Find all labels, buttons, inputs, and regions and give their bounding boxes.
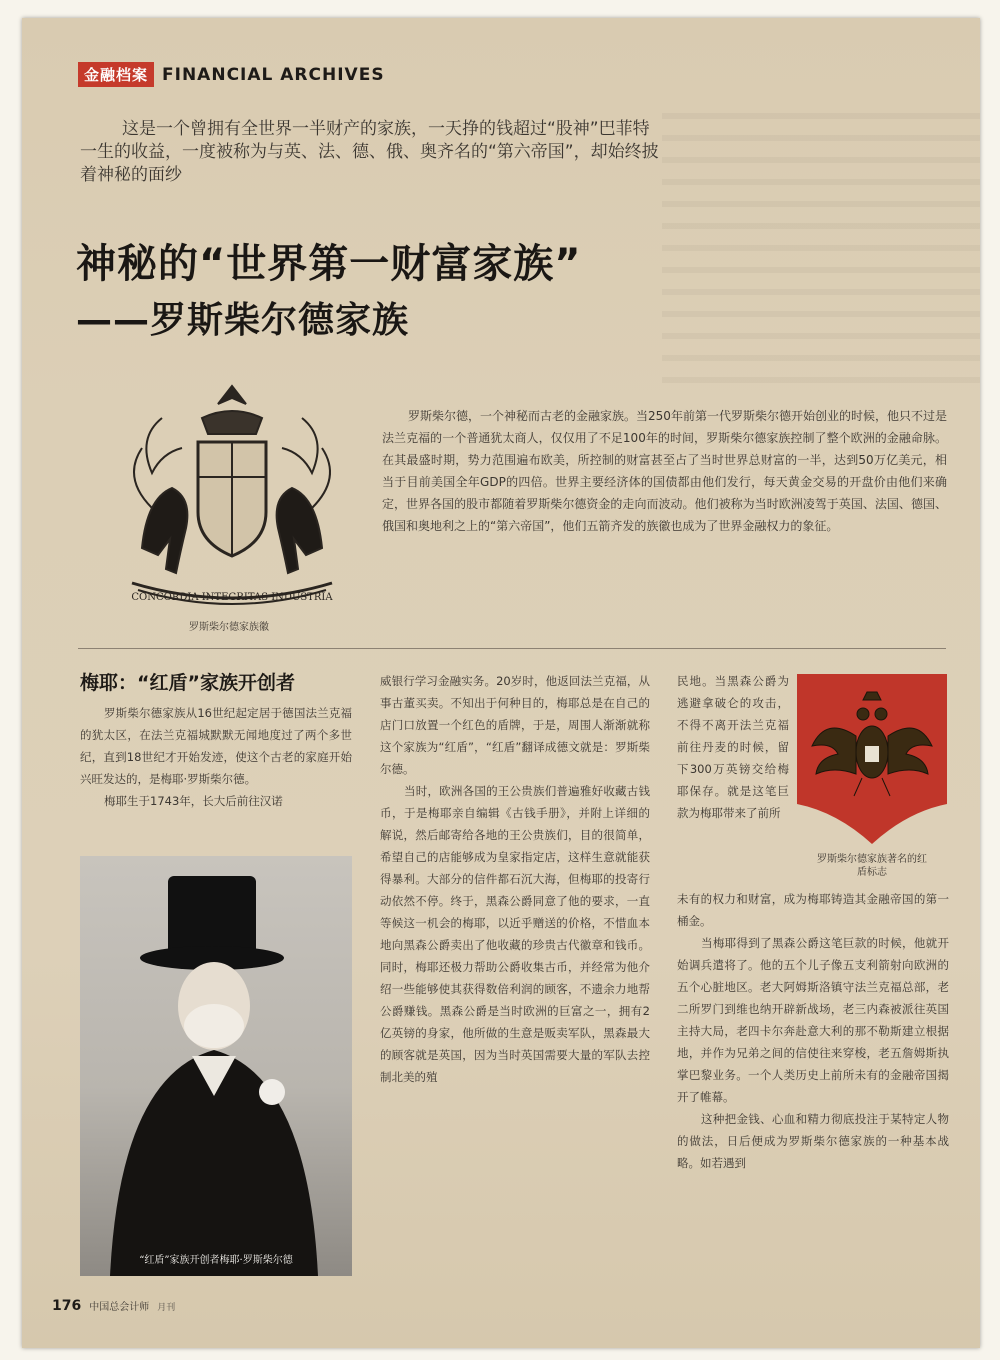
article-heading: 梅耶：“红盾”家族开创者 (80, 672, 295, 694)
paragraph: 当时，欧洲各国的王公贵族们普遍雅好收藏古钱币，于是梅耶亲自编辑《古钱手册》，并附上详细的解说，然后邮寄给各地的王公贵族们，目的很简单，希望自己的店能够成为皇家指定店，这样生意就能获得暴利。大部分的信件都石沉大海，但梅耶的投寄行动依然不停。终于，黑森公爵同意了他的要求，一直等候这一机会的梅耶，以近乎赠送的价格，不惜血本地向黑森公爵卖出了他收藏的珍贵古代徽章和钱币。同时，梅耶还极力帮助公爵收集古币，并经常为他介绍一些能够使其获得数倍利润的顾客，不遗余力地帮公爵赚钱。黑森公爵是当时欧洲的巨富之一，拥有2亿英镑的身家，他所做的生意是贩卖军队，黑森最大的顾客就是英国，因为当时英国需要大量的军队去控制北美的殖 (380, 784, 650, 1084)
page-footer (52, 1298, 175, 1314)
paragraph: 梅耶生于1743年，长大后前往汉诺 (104, 794, 283, 808)
page-number: 176 (52, 1298, 82, 1314)
portrait-figure-icon (80, 856, 352, 1276)
column-1 (80, 670, 352, 812)
family-crest-image (102, 378, 362, 618)
magazine-name: 中国总会计师 (89, 1302, 150, 1313)
lion-icon (142, 488, 187, 573)
section-tag (78, 62, 385, 87)
paragraph: 罗斯柴尔德家族从16世纪起定居于德国法兰克福的犹太区，在法兰克福城默默无闻地度过了两个多世纪，直到18世纪才开始发迹，使这个古老的家庭开始兴旺发达的，是梅耶·罗斯柴尔德。 (80, 706, 352, 786)
red-shield-image (797, 674, 947, 844)
magazine-issue: 月刊 (157, 1303, 176, 1313)
lead-paragraph: 罗斯柴尔德，一个神秘而古老的金融家族。当250年前第一代罗斯柴尔德开始创业的时候，他只不过是法兰克福的一个普通犹太商人，仅仅用了不足100年的时间，罗斯柴尔德家族控制了整个欧洲的金融命脉。在其最盛时期，势力范围遍布欧美，所控制的财富甚至占了当时世界总财富的一半，达到50万亿美元，相当于目前美国全年GDP的四倍。世界主要经济体的国债都由他们发行，每天黄金交易的开盘价由他们来确定，世界各国的股市都随着罗斯柴尔德资金的走向而波动。他们被称为当时欧洲凌驾于英国、法国、德国、俄国和奥地利之上的“第六帝国”，他们五箭齐发的族徽也成为了世界金融权力的象征。 (382, 409, 947, 533)
crest-motto: CONCORDIA INTEGRITAS INDUSTRIA (131, 592, 333, 603)
bleed-through-texture (662, 113, 980, 383)
magazine-page (22, 18, 980, 1348)
crest-caption: 罗斯柴尔德家族徽 (189, 622, 269, 633)
unicorn-icon (277, 488, 322, 573)
shield-caption: 罗斯柴尔德家族著名的红盾标志 (817, 854, 927, 878)
column-2 (380, 670, 650, 1088)
column-3-top (677, 670, 789, 824)
paragraph: 威银行学习金融实务。20岁时，他返回法兰克福，从事古董买卖。不知出于何种目的，梅耶总是在自己的店门口放置一个红色的盾牌，于是，周围人渐渐就称这个家族为“红盾”，“红盾”翻译成德文就是：罗斯柴尔德。 (380, 674, 650, 776)
portrait-photo (80, 856, 352, 1276)
paragraph: 这种把金钱、心血和精力彻底投注于某特定人物的做法，日后便成为罗斯柴尔德家族的一种基本战略。如若遇到 (677, 1112, 949, 1170)
eagle-crest-icon (218, 386, 246, 404)
article-subtitle: ——罗斯柴尔德家族 (76, 300, 410, 341)
section-label-cn: 金融档案 (78, 62, 154, 87)
article-title: 神秘的“世界第一财富家族” (76, 241, 582, 287)
section-label-en: FINANCIAL ARCHIVES (162, 64, 385, 85)
paragraph: 未有的权力和财富，成为梅耶铸造其金融帝国的第一桶金。 (677, 892, 949, 928)
column-3-bottom (677, 888, 949, 1174)
photo-caption: “红盾”家族开创者梅耶·罗斯柴尔德 (139, 1255, 293, 1266)
intro-paragraph: 这是一个曾拥有全世界一半财产的家族，一天挣的钱超过“股神”巴菲特一生的收益，一度被称为与英、法、德、俄、奥齐名的“第六帝国”，却始终披着神秘的面纱 (80, 119, 659, 185)
paragraph: 当梅耶得到了黑森公爵这笔巨款的时候，他就开始调兵遣将了。他的五个儿子像五支利箭射向欧洲的五个心脏地区。老大阿姆斯洛镇守法兰克福总部，老二所罗门到维也纳开辟新战场，老三内森被派往英国主持大局，老四卡尔奔赴意大利的那不勒斯建立根据地，并作为兄弟之间的信使往来穿梭，老五詹姆斯执掌巴黎业务。一个人类历史上前所未有的金融帝国揭开了帷幕。 (677, 936, 949, 1104)
section-divider (78, 648, 946, 649)
paragraph: 民地。当黑森公爵为逃避拿破仑的攻击，不得不离开法兰克福前往丹麦的时候，留下300万英镑交给梅耶保存。就是这笔巨款为梅耶带来了前所 (677, 674, 789, 820)
